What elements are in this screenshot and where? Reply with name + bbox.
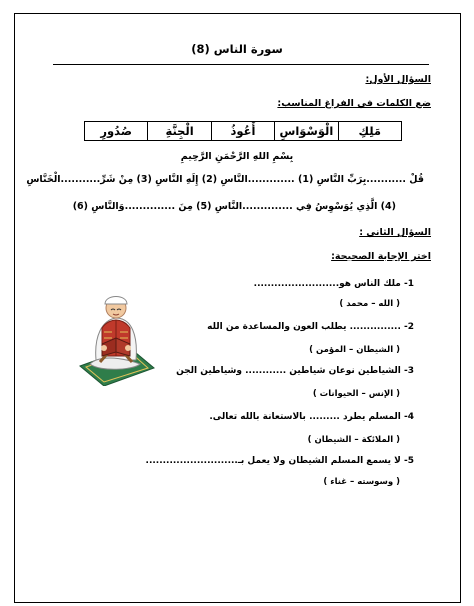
word-bank-item: الْوَسْوَاسِ bbox=[274, 122, 337, 140]
question-item: 1- ملك الناس هو......................... bbox=[253, 279, 414, 289]
word-bank bbox=[84, 121, 402, 141]
question-1-instruction: ضع الكلمات في الفراغ المناسب: bbox=[277, 98, 431, 109]
word-bank-item: مَلِكِ bbox=[338, 122, 401, 140]
question-item: 4- المسلم يطرد ......... بالاستعانة بالله تعالى. bbox=[209, 412, 414, 422]
word-bank-item: صُدُورِ bbox=[100, 124, 132, 138]
question-item: 3- الشياطين نوعان شياطين ............ وشياطين الجن bbox=[176, 366, 414, 376]
word-bank-item: الْجِنَّةِ bbox=[147, 122, 210, 140]
verse-line-2: (4) الَّذِي يُوَسْوِسُ فِي ..............النَّاسِ (5) مِنَ ..............وَالنَّاسِ (6) bbox=[72, 201, 396, 212]
question-item: 5- لا يسمع المسلم الشيطان ولا يعمل بـ........................... bbox=[145, 456, 414, 466]
boy-reading-quran-icon bbox=[78, 286, 156, 386]
question-1-heading: السؤال الأول: bbox=[365, 74, 431, 85]
question-2-instruction: اختر الإجابة الصحيحة: bbox=[331, 251, 431, 262]
basmala: بِسْمِ اللهِ الرَّحْمَنِ الرَّحِيمِ bbox=[180, 151, 294, 162]
question-options: ( الإنس – الحيوانات ) bbox=[312, 389, 400, 399]
question-2-heading: السؤال الثاني : bbox=[359, 227, 431, 238]
word-bank-item: أَعُوذُ bbox=[211, 122, 274, 140]
title-divider bbox=[53, 64, 429, 65]
question-options: ( الشيطان – المؤمن ) bbox=[309, 345, 400, 355]
question-options: ( الملائكة – الشيطان ) bbox=[307, 435, 400, 445]
verse-line-1: قُلْ ...........بِرَبِّ النَّاسِ (1) .............النَّاسِ (2) إِلَهِ النَّاسِ (3) مِنْ شَرِّ...........الْخَنَّاسِ bbox=[26, 174, 424, 185]
question-options: ( الله – محمد ) bbox=[339, 299, 400, 309]
question-item: 2- ............... يطلب العون والمساعدة من الله bbox=[207, 322, 414, 332]
question-options: ( وسوسته – غناء ) bbox=[323, 477, 400, 487]
page-title: سورة الناس (8) bbox=[191, 42, 283, 56]
